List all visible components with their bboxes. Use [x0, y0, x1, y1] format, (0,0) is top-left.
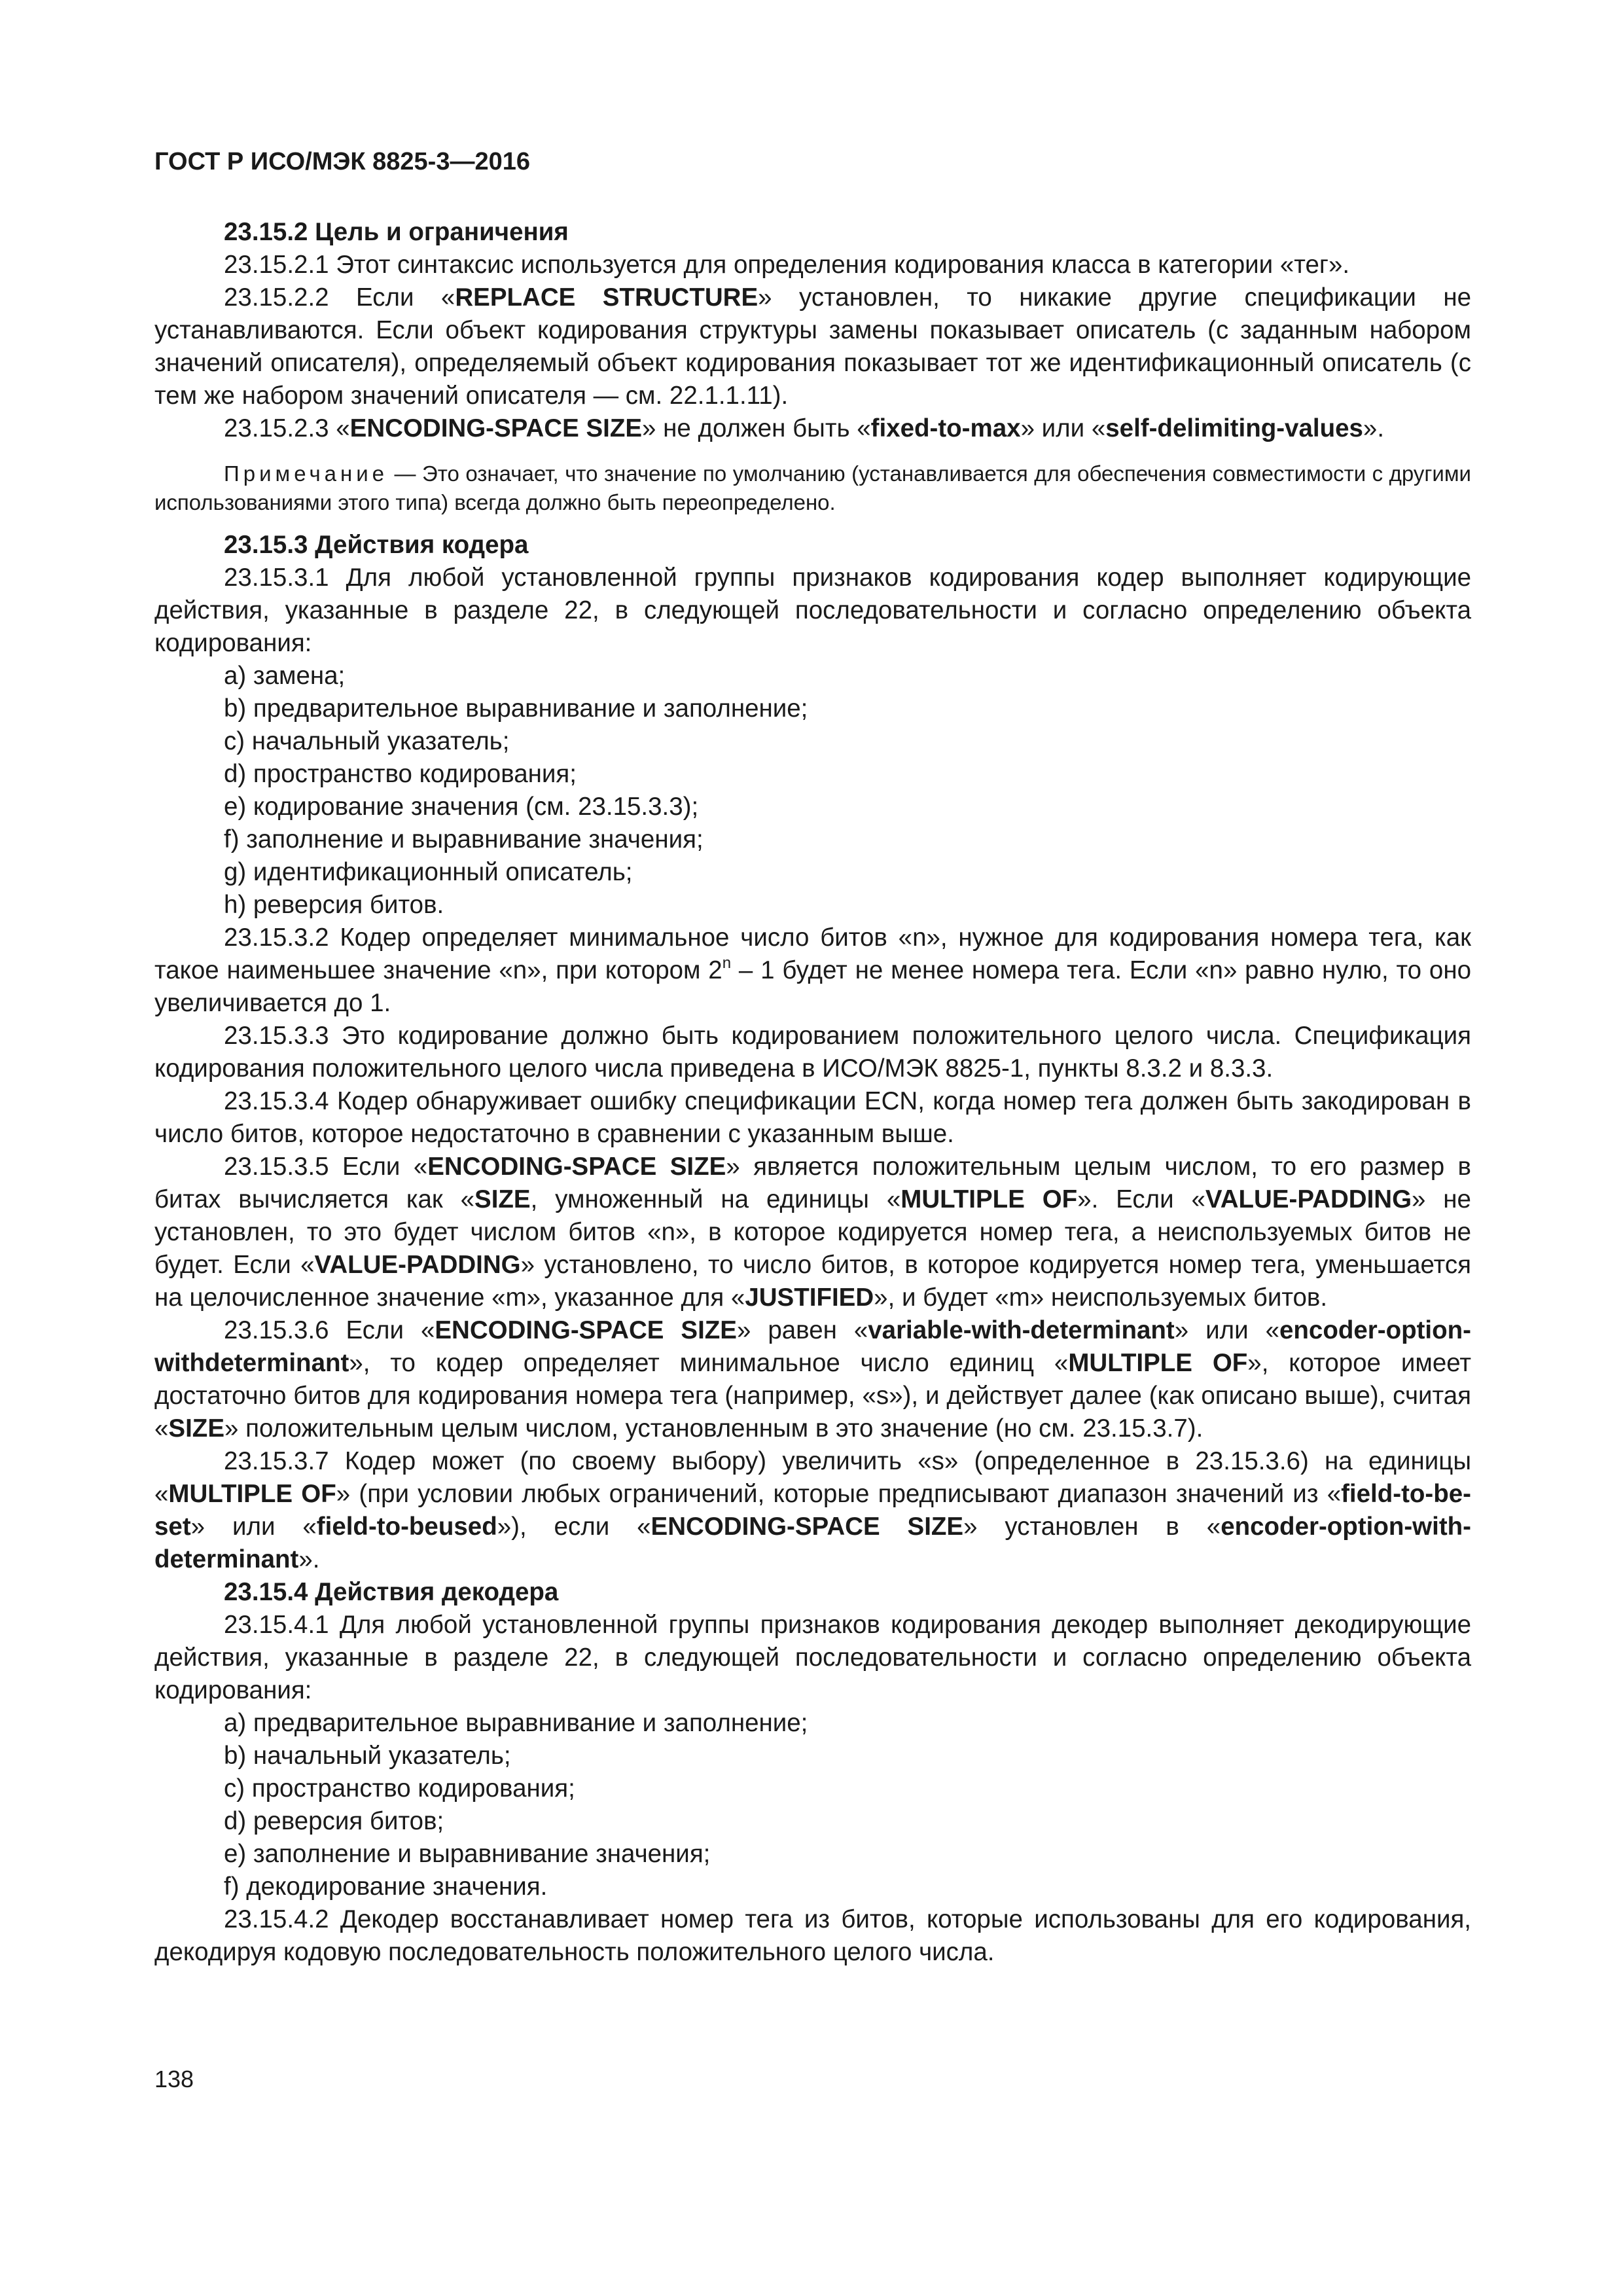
list-item: f) заполнение и выравнивание значения; [224, 825, 704, 853]
list-item: e) заполнение и выравнивание значения; [224, 1840, 711, 1868]
list-item: g) идентификационный описатель; [224, 858, 633, 886]
keyword: MULTIPLE OF [1068, 1349, 1248, 1377]
list-item: a) замена; [224, 662, 346, 690]
keyword: REPLACE STRUCTURE [455, 283, 758, 312]
list-item: c) пространство кодирования; [224, 1774, 575, 1803]
section-heading-23-15-3: 23.15.3 Действия кодера [224, 531, 529, 559]
list-item: d) реверсия битов; [224, 1807, 444, 1835]
keyword: JUSTIFIED [745, 1283, 874, 1312]
list-item: c) начальный указатель; [224, 727, 510, 755]
keyword: encoder-option-withdeterminant [154, 1316, 1471, 1377]
keyword: ENCODING-SPACE SIZE [427, 1153, 726, 1181]
keyword: SIZE [474, 1185, 531, 1213]
paragraph-23-15-4-1: 23.15.4.1 Для любой установленной группы признаков кодирования декодер выполняет декодирующие действия, указанные в разделе 22, в следующей последовательности и согласно определению объекта кодирования: [154, 1611, 1471, 1704]
section-heading-23-15-4: 23.15.4 Действия декодера [224, 1578, 559, 1606]
keyword: MULTIPLE OF [168, 1480, 336, 1508]
list-item: a) предварительное выравнивание и заполнение; [224, 1709, 808, 1737]
paragraph-23-15-4-2: 23.15.4.2 Декодер восстанавливает номер тега из битов, которые использованы для его кодирования, декодируя кодовую последовательность положительного целого числа. [154, 1905, 1471, 1966]
keyword: ENCODING-SPACE SIZE [435, 1316, 737, 1344]
keyword: ENCODING-SPACE SIZE [349, 414, 643, 442]
section-heading-23-15-2: 23.15.2 Цель и ограничения [224, 218, 569, 246]
paragraph-23-15-3-3: 23.15.3.3 Это кодирование должно быть кодированием положительного целого числа. Спецификация кодирования положительного целого числа приведена в ИСО/МЭК 8825-1, пункты 8.3.2 и 8.3.3. [154, 1022, 1471, 1083]
list-item: b) начальный указатель; [224, 1742, 511, 1770]
paragraph-23-15-3-5: 23.15.3.5 Если «ENCODING-SPACE SIZE» является положительным целым числом, то его размер в битах вычисляется как «SIZE, умноженный на единицы «MULTIPLE OF». Если «VALUE-PADDING» не установлен, то это будет числом битов «n», в которое кодируется номер тега, а неиспользуемых битов не будет. Если «VALUE-PADDING» установлено, то число битов, в которое кодируется номер тега, уменьшается на целочисленное значение «m», указанное для «JUSTIFIED», и будет «m» неиспользуемых битов. [154, 1153, 1472, 1312]
paragraph-23-15-2-1: 23.15.2.1 Этот синтаксис используется для определения кодирования класса в категории «тег». [224, 251, 1350, 279]
superscript: n [722, 954, 732, 972]
note-label: Примечание [224, 461, 389, 486]
page-number: 138 [154, 2066, 194, 2092]
paragraph-23-15-3-7: 23.15.3.7 Кодер может (по своему выбору) увеличить «s» (определенное в 23.15.3.6) на единицы «MULTIPLE OF» (при условии любых ограничений, которые предписывают диапазон значений из «field-to-be-set» или «field-to-beused»), если «ENCODING-SPACE SIZE» установлен в «encoder-option-with-determinant». [154, 1447, 1471, 1573]
keyword: self-delimiting-values [1105, 414, 1363, 442]
keyword: VALUE-PADDING [314, 1251, 521, 1279]
keyword: encoder-option-with-determinant [154, 1513, 1471, 1573]
paragraph-23-15-2-2: 23.15.2.2 Если «REPLACE STRUCTURE» установлен, то никакие другие спецификации не устанавливаются. Если объект кодирования структуры замены показывает описатель (с заданным набором значений описателя), определяемый объект кодирования показывает тот же идентификационный описатель (с тем же набором значений описателя — см. 22.1.1.11). [154, 283, 1471, 410]
keyword: ENCODING-SPACE SIZE [651, 1513, 964, 1541]
paragraph-23-15-3-2: 23.15.3.2 Кодер определяет минимальное число битов «n», нужное для кодирования номера тега, как такое наименьшее значение «n», при котором 2$^n$ – 1 будет не менее номера тега. Если «n» равно нулю, то оно увеличивается до 1. [154, 924, 1472, 1017]
keyword: variable-with-determinant [868, 1316, 1175, 1344]
keyword: field-to-beused [316, 1513, 497, 1541]
keyword: fixed-to-max [870, 414, 1021, 442]
keyword: field-to-be-set [154, 1480, 1471, 1541]
list-item: f) декодирование значения. [224, 1873, 548, 1901]
paragraph-23-15-3-1: 23.15.3.1 Для любой установленной группы признаков кодирования кодер выполняет кодирующие действия, указанные в разделе 22, в следующей последовательности и согласно определению объекта кодирования: [154, 564, 1471, 657]
list-item: d) пространство кодирования; [224, 760, 577, 788]
keyword: VALUE-PADDING [1205, 1185, 1412, 1213]
list-item: e) кодирование значения (см. 23.15.3.3); [224, 793, 699, 821]
list-item: b) предварительное выравнивание и заполнение; [224, 694, 808, 723]
keyword: SIZE [168, 1414, 224, 1443]
keyword: MULTIPLE OF [901, 1185, 1078, 1213]
note [154, 459, 1471, 517]
list-item: h) реверсия битов. [224, 891, 444, 919]
note-text: — Это означает, что значение по умолчанию (устанавливается для обеспечения совместимости с другими использованиями этого типа) всегда должно быть переопределено. [154, 461, 1471, 514]
standard-header: ГОСТ Р ИСО/МЭК 8825-3—2016 [154, 148, 530, 175]
paragraph-23-15-3-6: 23.15.3.6 Если «ENCODING-SPACE SIZE» равен «variable-with-determinant» или «encoder-option-withdeterminant», то кодер определяет минимальное число единиц «MULTIPLE OF», которое имеет достаточно битов для кодирования номера тега (например, «s»), и действует далее (как описано выше), считая «SIZE» положительным целым числом, установленным в это значение (но см. 23.15.3.7). [154, 1316, 1471, 1443]
paragraph-23-15-3-4: 23.15.3.4 Кодер обнаруживает ошибку спецификации ECN, когда номер тега должен быть закодирован в число битов, которое недостаточно в сравнении с указанным выше. [154, 1087, 1471, 1148]
document-body [154, 216, 1471, 1969]
paragraph-23-15-2-3: 23.15.2.3 «ENCODING-SPACE SIZE» не должен быть «fixed-to-max» или «self-delimiting-values». [224, 414, 1385, 442]
